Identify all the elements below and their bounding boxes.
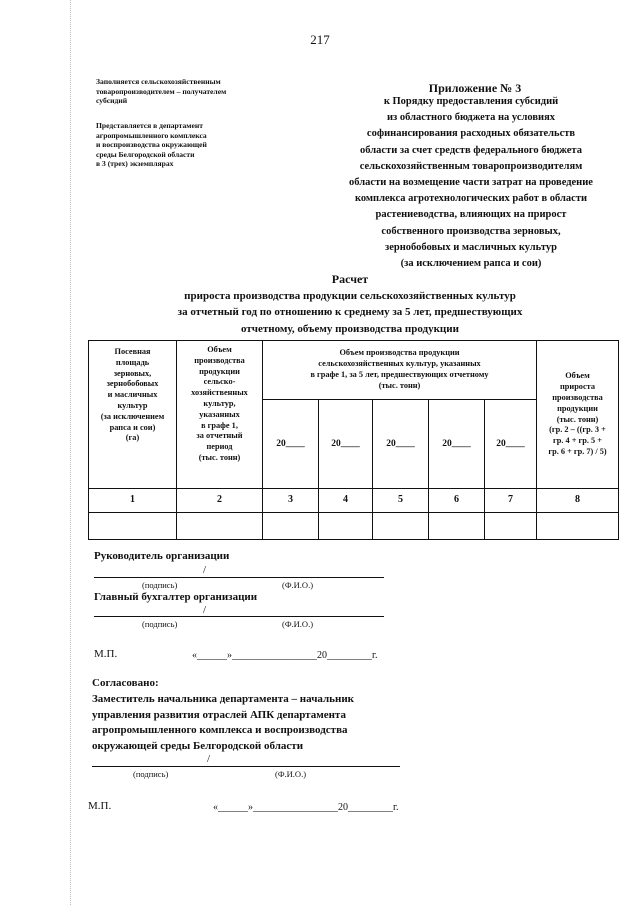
appendix-line: зернобобовых и масличных культур <box>385 241 557 253</box>
name-caption: (Ф.И.О.) <box>282 619 314 629</box>
chief-accountant-label: Главный бухгалтер организации <box>94 591 258 603</box>
appendix-line: растениеводства, влияющих на прирост <box>375 209 567 221</box>
appendix-line: собственного производства зерновых, <box>381 225 561 237</box>
column-number: 2 <box>177 489 263 513</box>
data-cell[interactable] <box>429 513 485 540</box>
appendix-line: к Порядку предоставления субсидий <box>383 96 559 107</box>
slash: / <box>203 564 207 576</box>
note-line: Представляется в департамент <box>96 121 203 130</box>
appendix-line: (за исключением рапса и сои) <box>400 258 542 270</box>
data-cell[interactable] <box>319 513 373 540</box>
calculation-line: за отчетный год по отношению к среднему за 5 лет, предшествующих <box>177 306 523 318</box>
appendix-line: области на возмещение части затрат на проведение <box>349 177 593 189</box>
calculation-table <box>88 340 619 540</box>
column-number: 1 <box>89 489 177 513</box>
deputy-position <box>92 692 354 754</box>
year-cell: 20____ <box>319 400 373 489</box>
data-cell[interactable] <box>537 513 619 540</box>
calculation-heading <box>80 271 620 337</box>
deputy-line: окружающей среды Белгородской области <box>92 739 304 752</box>
year-cell: 20____ <box>373 400 429 489</box>
name-caption: (Ф.И.О.) <box>282 580 314 590</box>
deputy-line: управления развития отраслей АПК департамента <box>92 708 346 721</box>
column-number: 3 <box>263 489 319 513</box>
note-line: агропромышленного комплекса <box>96 130 207 140</box>
stamp-place: М.П. <box>88 800 112 812</box>
date-field[interactable]: «______»_________________20_________г. <box>213 802 399 813</box>
year-cell: 20____ <box>429 400 485 489</box>
data-cell[interactable] <box>485 513 537 540</box>
head-label: Руководитель организации <box>94 550 230 562</box>
accountant-signature-line[interactable] <box>94 616 384 617</box>
note-line: среды Белгородской области <box>96 149 195 159</box>
appendix-text <box>306 94 636 272</box>
name-caption: (Ф.И.О.) <box>275 769 307 779</box>
calculation-line: отчетному, объему производства продукции <box>241 322 459 335</box>
appendix-line: области за счет средств федерального бюджета <box>360 144 582 156</box>
slash: / <box>203 604 207 616</box>
header-reporting-volume: Объем производства продукции сельско- хозяйственных культур, указанных в графе 1, за отчетный период (тыс. тонн) <box>177 341 263 489</box>
slash: / <box>207 753 211 765</box>
data-cell[interactable] <box>177 513 263 540</box>
stamp-place: М.П. <box>94 648 118 660</box>
submitted-note <box>96 121 286 169</box>
column-number: 6 <box>429 489 485 513</box>
binding-margin <box>70 0 71 905</box>
calculation-line: прироста производства продукции сельскохозяйственных культур <box>184 289 516 302</box>
header-sown-area: Посевная площадь зерновых, зернобобовых и масличных культур (за исключением рапса и сои) (га) <box>89 341 177 489</box>
appendix-line: сельскохозяйственным товаропроизводителям <box>359 160 583 172</box>
header-growth-volume: Объем прироста производства продукции (тыс. тонн) (гр. 2 – ((гр. 3 + гр. 4 + гр. 5 + гр. 6 + гр. 7) / 5) <box>537 341 619 489</box>
header-five-year-volume: Объем производства продукции сельскохозяйственных культур, указанных в графе 1, за 5 лет, предшествующих отчетному (тыс. тонн) <box>263 341 537 400</box>
deputy-line: Заместитель начальника департамента – начальник <box>92 693 354 705</box>
appendix-title: Приложение № 3 <box>428 81 522 95</box>
filled-by-note <box>96 77 286 106</box>
data-cell[interactable] <box>89 513 177 540</box>
note-line: и воспроизводства окружающей <box>96 140 207 149</box>
column-number: 7 <box>485 489 537 513</box>
appendix-line: софинансирования расходных обязательств <box>366 128 576 140</box>
deputy-line: агропромышленного комплекса и воспроизводства <box>92 724 348 736</box>
page-number: 217 <box>310 32 330 47</box>
column-number: 5 <box>373 489 429 513</box>
data-cell[interactable] <box>373 513 429 540</box>
note-line: товаропроизводителем – получателем <box>96 86 227 96</box>
signature-caption: (подпись) <box>142 580 178 590</box>
column-number: 8 <box>537 489 619 513</box>
signature-caption: (подпись) <box>133 769 169 779</box>
calculation-title: Расчет <box>331 272 369 286</box>
date-field[interactable]: «______»_________________20_________г. <box>192 650 378 661</box>
appendix-line: комплекса агротехнологических работ в области <box>354 193 588 205</box>
appendix-line: из областного бюджета на условиях <box>386 112 556 124</box>
agreed-label: Согласовано: <box>92 677 159 689</box>
year-cell: 20____ <box>485 400 537 489</box>
signature-caption: (подпись) <box>142 619 178 629</box>
head-signature-line[interactable] <box>94 577 384 578</box>
note-line: субсидий <box>96 96 128 105</box>
column-number: 4 <box>319 489 373 513</box>
deputy-signature-line[interactable] <box>92 766 400 767</box>
data-cell[interactable] <box>263 513 319 540</box>
note-line: в 3 (трех) экземплярах <box>96 159 174 168</box>
year-cell: 20____ <box>263 400 319 489</box>
note-line: Заполняется сельскохозяйственным <box>96 77 221 86</box>
